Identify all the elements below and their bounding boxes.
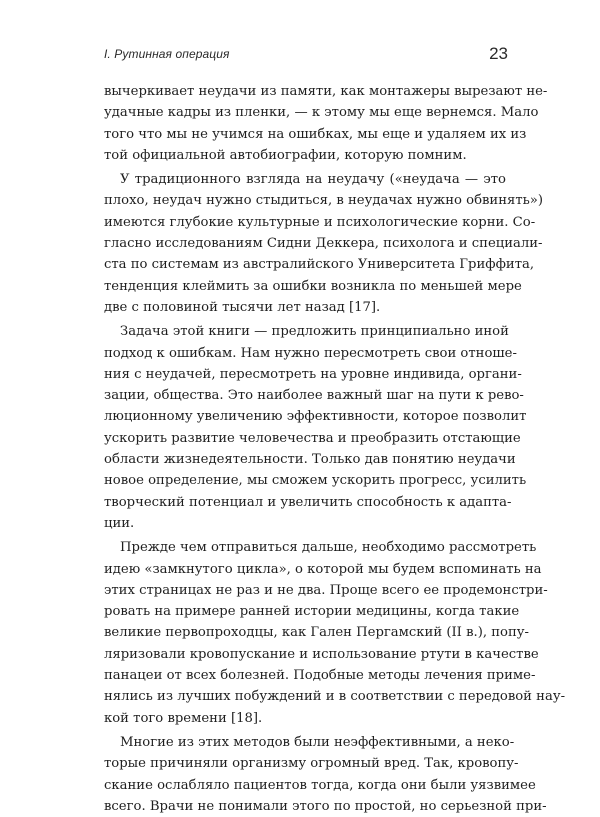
text-line: ровать на примере ранней истории медицины, когда такие [104, 604, 520, 620]
text-line: той официальной автобиографии, которую помним. [104, 147, 467, 163]
paragraph [104, 732, 547, 817]
text-line: люционному увеличению эффективности, которое позволит [104, 409, 527, 425]
text-line: Многие из этих методов были неэффективными, а неко- [120, 734, 515, 750]
text-line: того что мы не учимся на ошибках, мы еще и удаляем их из [104, 126, 527, 142]
text-line: торые причиняли организму огромный вред. Так, кровопу- [104, 756, 519, 772]
text-line: панацеи от всех болезней. Подобные методы лечения приме- [104, 668, 536, 684]
text-line: подход к ошибкам. Нам нужно пересмотреть свои отноше- [104, 345, 517, 361]
text-line: ускорить развитие человечества и преобразить отстающие [104, 430, 521, 446]
paragraph [104, 321, 527, 534]
text-line: вычеркивает неудачи из памяти, как монтажеры вырезают не- [104, 84, 548, 99]
text-line: идею «замкнутого цикла», о которой мы будем вспоминать на [104, 561, 542, 577]
text-line: скание ослабляло пациентов тогда, когда они были уязвимее [104, 777, 536, 793]
text-line: области жизнедеятельности. Только дав понятию неудачи [104, 452, 516, 468]
text-line: ста по системам из австралийского Университета Гриффита, [104, 257, 535, 273]
text-line: этих страницах не раз и не два. Проще всего ее продемонстри- [104, 582, 548, 598]
text-line: великие первопроходцы, как Гален Пергамский (II в.), попу- [104, 625, 529, 641]
text-line: Прежде чем отправиться дальше, необходимо рассмотреть [120, 540, 537, 556]
paragraph [104, 169, 544, 318]
chapter-title: I. Рутинная операция [104, 47, 230, 61]
text-line: Задача этой книги — предложить принципиально иной [120, 324, 509, 340]
text-line: кой того времени [18]. [104, 710, 263, 726]
text-line: ляризовали кровопускание и использование ртути в качестве [104, 646, 539, 662]
text-line: тенденция клеймить за ошибки возникла по меньшей мере [104, 278, 522, 294]
paragraph [104, 537, 566, 729]
body-text [104, 81, 566, 817]
text-line: зации, общества. Это наиболее важный шаг на пути к рево- [104, 388, 524, 404]
paragraph [104, 81, 548, 166]
text-line: имеются глубокие культурные и психологические корни. Со- [104, 214, 536, 230]
text-line: две с половиной тысячи лет назад [17]. [104, 299, 381, 315]
running-head [104, 44, 508, 66]
text-line: удачные кадры из пленки, — к этому мы еще вернемся. Мало [104, 105, 539, 121]
text-line: творческий потенциал и увеличить способность к адапта- [104, 494, 512, 510]
text-line: У традиционного взгляда на неудачу («неудача — это [120, 172, 506, 188]
text-line: ции. [104, 515, 135, 531]
text-line: ния с неудачей, пересмотреть на уровне индивида, органи- [104, 366, 522, 382]
text-line: гласно исследованиям Сидни Деккера, психолога и специали- [104, 236, 543, 252]
text-line: нялись из лучших побуждений и в соответствии с передовой нау- [104, 689, 566, 705]
text-line: новое определение, мы сможем ускорить прогресс, усилить [104, 473, 527, 489]
page-number: 23 [489, 44, 508, 63]
text-line: всего. Врачи не понимали этого по простой, но серьезной при- [104, 798, 547, 814]
text-line: плохо, неудач нужно стыдиться, в неудачах нужно обвинять») [104, 193, 544, 209]
